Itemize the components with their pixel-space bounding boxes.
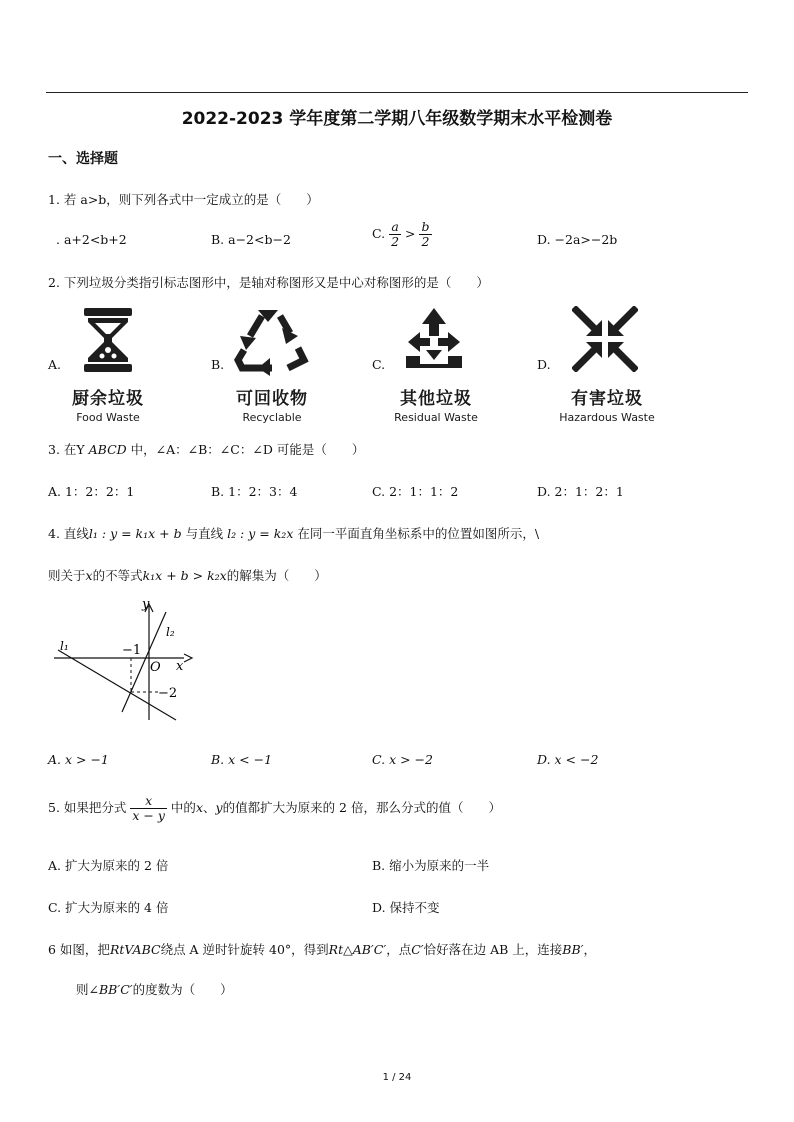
q4-option-b: B. x < −1 [211,752,273,767]
q1-option-d: D. −2a>−2b [537,232,618,247]
graph-x-label: x [176,659,184,674]
q4-graph [54,598,204,730]
q2-option-c: C. [372,357,386,372]
icon-label-recyclable: 可回收物 Recyclable [236,389,308,424]
q6-stem-line2: 则∠BB′C′的度数为（ ） [76,982,233,997]
hourglass-icon [78,306,138,378]
q4-option-d: D. x < −2 [537,752,599,767]
icon-label-hazardous: 有害垃圾 Hazardous Waste [559,389,655,424]
q1-c-frac-b: $\frac{b}{2}$ [421,219,430,249]
q3-option-c: C. 2：1：1：2 [372,484,459,499]
q6-stem-line1: 6 如图，把RtVABC绕点 A 逆时针旋转 40°，得到Rt△AB′C′，点C′恰好落在边 AB 上，连接BB′， [48,942,597,957]
q1-option-b: B. a−2<b−2 [211,232,291,247]
q2-option-b: B. [211,357,225,372]
q4-option-a: A. x > −1 [48,752,109,767]
q5-option-b: B. 缩小为原来的一半 [372,858,490,873]
q5-fraction: $\frac{x}{x - y}$ [132,793,165,823]
q1-option-c [372,220,432,249]
header-rule [46,92,748,93]
q2-option-d: D. [537,357,551,372]
graph-origin-label: O [150,660,161,675]
q4-stem-line2: 则关于x的不等式k₁x + b > k₂x的解集为（ ） [48,568,327,583]
q1-c-frac-a: $\frac{a}{2}$ [391,219,400,249]
q3-stem: 3. 在Y ABCD 中，∠A：∠B：∠C：∠D 可能是（ ） [48,442,365,457]
q2-option-a: A. [48,357,62,372]
graph-l2-label: l₂ [166,625,175,639]
q1-option-a: . a+2<b+2 [56,232,127,247]
page-number: 1 / 24 [382,1072,412,1083]
recycle-icon [232,306,310,380]
residual-arrows-icon [398,306,470,380]
q5-option-d: D. 保持不变 [372,900,440,915]
q4-option-c: C. x > −2 [372,752,433,767]
q3-option-a: A. 1：2：2：1 [48,484,135,499]
q4-stem-line1: 4. 直线l₁ : y = k₁x + b 与直线 l₂ : y = k₂x 在同一平面直角坐标系中的位置如图所示，\ [48,526,540,541]
graph-y-label: y [142,598,150,612]
q3-option-b: B. 1：2：3：4 [211,484,298,499]
q5-stem: 5. 如果把分式 $\frac{x}{x - y}$ 中的x、y的值都扩大为原来的 2 倍，那么分式的值（ ） [48,793,501,823]
q2-stem: 2. 下列垃圾分类指引标志图形中，是轴对称图形又是中心对称图形的是（ ） [48,275,489,290]
q5-option-a: A. 扩大为原来的 2 倍 [48,858,169,873]
icon-label-food: 厨余垃圾 Food Waste [72,389,144,424]
q1-c-gt: > [405,226,416,241]
icon-label-residual: 其他垃圾 Residual Waste [394,389,478,424]
q1-c-label: C. [372,226,386,241]
hazard-arrows-icon [572,306,638,376]
page-title: 2022-2023 学年度第二学期八年级数学期末水平检测卷 [181,109,613,129]
graph-l1-label: l₁ [60,639,69,653]
q3-option-d: D. 2：1：2：1 [537,484,624,499]
q1-stem: 1. 若 a>b，则下列各式中一定成立的是（ ） [48,192,319,207]
graph-minus1-label: −1 [122,643,142,658]
graph-minus2-label: −2 [158,686,178,701]
q5-option-c: C. 扩大为原来的 4 倍 [48,900,169,915]
section-heading: 一、选择题 [48,151,118,167]
